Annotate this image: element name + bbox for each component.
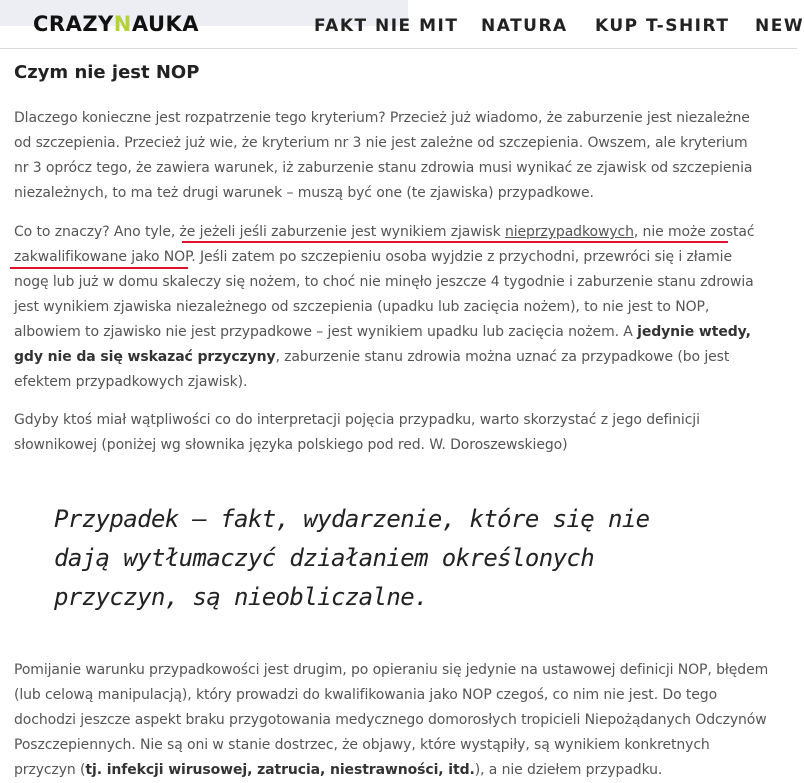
site-header — [0, 0, 804, 49]
article-heading: Czym nie jest NOP — [14, 62, 200, 83]
logo-text-part1: CRAZY — [33, 12, 114, 36]
logo-text-accent: N — [113, 12, 132, 36]
paragraph-4 — [14, 658, 774, 783]
article-body — [14, 62, 774, 778]
nav-item-natura[interactable]: NATURA — [481, 16, 568, 36]
red-highlight-underline-2 — [10, 267, 188, 269]
site-logo[interactable] — [33, 12, 199, 36]
p4-text-c: ), a nie dziełem przypadku. — [474, 762, 663, 778]
logo-text-part2: AUKA — [131, 12, 200, 36]
nav-item-news[interactable]: NEW — [755, 16, 804, 36]
p4-bold-examples: tj. infekcji wirusowej, zatrucia, niestrawności, itd. — [85, 762, 475, 778]
p2-bold-phrase: jedynie wtedy, gdy nie da się wskazać przyczyny — [14, 324, 751, 365]
paragraph-1: Dlaczego konieczne jest rozpatrzenie tego kryterium? Przecież już wiadomo, że zaburzenie jest niezależne od szczepienia. Przecież już wie, że kryterium nr 3 nie jest zależne od szczepienia. Owszem, ale kryterium nr 3 oprócz tego, że zawiera warunek, iż zaburzenie stanu zdrowia musi wynikać ze zjawisk od szczepienia niezależnych, to ma też drugi warunek – muszą być one (te zjawiska) przypadkowe. — [14, 110, 753, 201]
p2-text-c: , nie może zostać zakwalifikowane jako NOP. Jeśli zatem po szczepieniu osoba wyjdzie z przychodni, przewróci się i złamie nogę lub już w domu skaleczy się nożem, to choć nie minęło jeszcze 4 tygodnie i zaburzenie stanu zdrowia jest wynikiem zjawiska niezależnego od szczepienia (upadku lub zacięcia nożem), to nie jest to NOP, albowiem to zjawisko nie jest przypadkowe – jest wynikiem upadku lub zacięcia nożem. A — [14, 224, 755, 340]
nav-item-kup-t-shirt[interactable]: KUP T-SHIRT — [595, 16, 730, 36]
nav-item-fakt-nie-mit[interactable]: FAKT NIE MIT — [314, 16, 459, 36]
paragraph-2 — [14, 220, 766, 395]
p4-text-a: Pomijanie warunku przypadkowości jest drugim, po opieraniu się jedynie na ustawowej definicji NOP, błędem (lub celową manipulacją), który prowadzi do kwalifikowania jako NOP czegoś, co nim nie jest. Do tego dochodzi jeszcze aspekt braku przygotowania medycznego domorosłych tropicieli Niepożądanych Odczynów Poszczepiennych. Nie są oni w stanie dostrzec, że objawy, które wystąpiły, są wynikiem konkretnych przyczyn ( — [14, 662, 769, 778]
definition-quote: Przypadek – fakt, wydarzenie, które się nie dają wytłumaczyć działaniem określonych przyczyn, są nieobliczalne. — [54, 505, 650, 611]
p2-underlined-term: nieprzypadkowych — [504, 224, 634, 240]
red-highlight-underline-1 — [182, 241, 728, 243]
paragraph-3: Gdyby ktoś miał wątpliwości co do interpretacji pojęcia przypadku, warto skorzystać z jego definicji słownikowej (poniżej wg słownika języka polskiego pod red. W. Doroszewskiego) — [14, 412, 700, 453]
p2-text-e: , zaburzenie stanu zdrowia można uznać za przypadkowe (bo jest efektem przypadkowych zjawisk). — [14, 349, 730, 390]
p2-text-a: Co to znaczy? Ano tyle, że jeżeli jeśli zaburzenie jest wynikiem zjawisk — [14, 224, 505, 240]
